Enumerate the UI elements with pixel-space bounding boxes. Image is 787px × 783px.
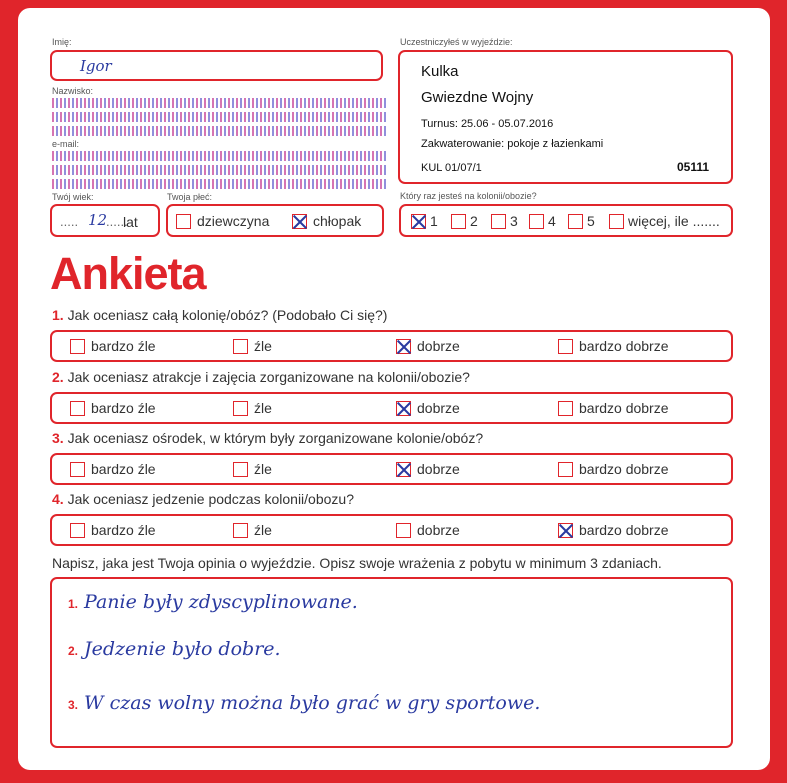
times-option-label: 4	[548, 213, 556, 229]
answer-option[interactable]	[233, 400, 272, 416]
line-number: 1.	[68, 597, 79, 611]
opinion-text: Panie były zdyscyplinowane.	[84, 591, 358, 613]
question-4	[52, 491, 354, 507]
times-option-label: 3	[510, 213, 518, 229]
answer-option-label: bardzo dobrze	[579, 522, 669, 538]
age-dots-2: ......	[106, 214, 128, 229]
answer-option-label: bardzo dobrze	[579, 400, 669, 416]
trip-number: 05111	[677, 160, 710, 174]
age-label: Twój wiek:	[52, 192, 94, 202]
checkbox[interactable]	[529, 214, 544, 229]
answer-option[interactable]	[396, 461, 460, 477]
checkbox[interactable]	[609, 214, 624, 229]
checkbox[interactable]	[233, 339, 248, 354]
answer-option-label: dobrze	[417, 461, 460, 477]
answer-option[interactable]	[70, 522, 156, 538]
answer-option-label: bardzo dobrze	[579, 461, 669, 477]
checkbox[interactable]	[233, 462, 248, 477]
trip-accommodation: Zakwaterowanie: pokoje z łazienkami	[421, 138, 604, 150]
checkbox-checked[interactable]	[396, 401, 411, 416]
answer-option-label: dobrze	[417, 522, 460, 538]
age-value: 12	[88, 211, 108, 229]
times-option[interactable]	[609, 213, 720, 229]
checkbox[interactable]	[558, 339, 573, 354]
times-label: Który raz jesteś na kolonii/obozie?	[400, 191, 537, 201]
checkbox[interactable]	[176, 214, 191, 229]
gender-option-label: dziewczyna	[197, 213, 270, 229]
question-3	[52, 430, 483, 446]
answer-option[interactable]	[233, 461, 272, 477]
age-field[interactable]	[50, 204, 160, 237]
times-option-label: więcej, ile .......	[628, 213, 720, 229]
checkbox[interactable]	[558, 462, 573, 477]
answer-option[interactable]	[396, 400, 460, 416]
answer-option[interactable]	[233, 338, 272, 354]
opinion-line-2	[68, 638, 281, 660]
checkbox[interactable]	[451, 214, 466, 229]
question-2	[52, 369, 470, 385]
gender-option-label: chłopak	[313, 213, 362, 229]
question-1	[52, 307, 387, 323]
line-number: 3.	[68, 698, 79, 712]
opinion-box[interactable]	[50, 577, 733, 748]
trip-label: Uczestniczyłeś w wyjeździe:	[400, 37, 513, 47]
times-option[interactable]	[411, 213, 438, 229]
answer-option-label: źle	[254, 400, 272, 416]
answer-row-2	[50, 392, 733, 424]
times-option[interactable]	[568, 213, 595, 229]
question-number: 3.	[52, 430, 64, 446]
question-text: Jak oceniasz jedzenie podczas kolonii/obozu?	[67, 491, 354, 507]
checkbox-checked[interactable]	[292, 214, 307, 229]
trip-line2: Gwiezdne Wojny	[421, 89, 534, 106]
opinion-prompt: Napisz, jaka jest Twoja opinia o wyjeździe. Opisz swoje wrażenia z pobytu w minimum 3 zdaniach.	[52, 555, 662, 571]
answer-option[interactable]	[396, 338, 460, 354]
checkbox[interactable]	[491, 214, 506, 229]
checkbox[interactable]	[70, 462, 85, 477]
answer-option-label: źle	[254, 461, 272, 477]
name-value: Igor	[80, 57, 112, 75]
trip-code: KUL 01/07/1	[421, 162, 482, 174]
checkbox[interactable]	[233, 401, 248, 416]
checkbox-checked[interactable]	[411, 214, 426, 229]
times-option[interactable]	[529, 213, 556, 229]
times-field	[399, 204, 733, 237]
answer-option-label: źle	[254, 338, 272, 354]
answer-option-label: bardzo źle	[91, 400, 156, 416]
answer-option-label: dobrze	[417, 400, 460, 416]
checkbox-checked[interactable]	[558, 523, 573, 538]
checkbox[interactable]	[70, 523, 85, 538]
checkbox[interactable]	[70, 401, 85, 416]
answer-option[interactable]	[558, 522, 669, 538]
checkbox[interactable]	[70, 339, 85, 354]
gender-field	[166, 204, 384, 237]
gender-label: Twoja płeć:	[167, 192, 213, 202]
answer-row-4	[50, 514, 733, 546]
trip-line1: Kulka	[421, 63, 459, 80]
answer-option[interactable]	[558, 338, 669, 354]
age-unit: lat	[123, 214, 138, 230]
times-option-label: 5	[587, 213, 595, 229]
line-number: 2.	[68, 644, 79, 658]
checkbox[interactable]	[233, 523, 248, 538]
answer-option[interactable]	[396, 522, 460, 538]
times-option-label: 2	[470, 213, 478, 229]
opinion-line-3	[68, 692, 540, 714]
checkbox[interactable]	[396, 523, 411, 538]
survey-title: Ankieta	[50, 248, 206, 299]
answer-option[interactable]	[233, 522, 272, 538]
trip-box	[398, 50, 733, 184]
answer-option[interactable]	[70, 461, 156, 477]
answer-option-label: bardzo źle	[91, 522, 156, 538]
checkbox[interactable]	[558, 401, 573, 416]
opinion-line-1	[68, 591, 358, 613]
gender-option-male[interactable]	[292, 213, 361, 229]
trip-turnus: Turnus: 25.06 - 05.07.2016	[421, 118, 554, 130]
question-number: 1.	[52, 307, 64, 323]
name-label: Imię:	[52, 37, 72, 47]
opinion-text: Jedzenie było dobre.	[84, 638, 281, 660]
answer-option-label: bardzo dobrze	[579, 338, 669, 354]
checkbox-checked[interactable]	[396, 339, 411, 354]
age-dots: .....	[60, 214, 79, 229]
answer-option[interactable]	[70, 400, 156, 416]
answer-option-label: dobrze	[417, 338, 460, 354]
question-text: Jak oceniasz całą kolonię/obóz? (Podobało Ci się?)	[67, 307, 388, 323]
answer-row-3	[50, 453, 733, 485]
name-field[interactable]	[50, 50, 383, 81]
times-option-label: 1	[430, 213, 438, 229]
question-number: 4.	[52, 491, 64, 507]
question-number: 2.	[52, 369, 64, 385]
email-label: e-mail:	[52, 139, 80, 149]
question-text: Jak oceniasz ośrodek, w którym były zorganizowane kolonie/obóz?	[67, 430, 484, 446]
times-option[interactable]	[451, 213, 478, 229]
answer-option-label: bardzo źle	[91, 461, 156, 477]
question-text: Jak oceniasz atrakcje i zajęcia zorganizowane na kolonii/obozie?	[67, 369, 470, 385]
answer-option[interactable]	[70, 338, 156, 354]
answer-option[interactable]	[558, 461, 669, 477]
opinion-text: W czas wolny można było grać w gry sportowe.	[84, 692, 541, 714]
surname-label: Nazwisko:	[52, 86, 94, 96]
answer-option[interactable]	[558, 400, 669, 416]
answer-option-label: źle	[254, 522, 272, 538]
gender-option-female[interactable]	[176, 213, 269, 229]
answer-row-1	[50, 330, 733, 362]
checkbox[interactable]	[568, 214, 583, 229]
times-option[interactable]	[491, 213, 518, 229]
checkbox-checked[interactable]	[396, 462, 411, 477]
answer-option-label: bardzo źle	[91, 338, 156, 354]
